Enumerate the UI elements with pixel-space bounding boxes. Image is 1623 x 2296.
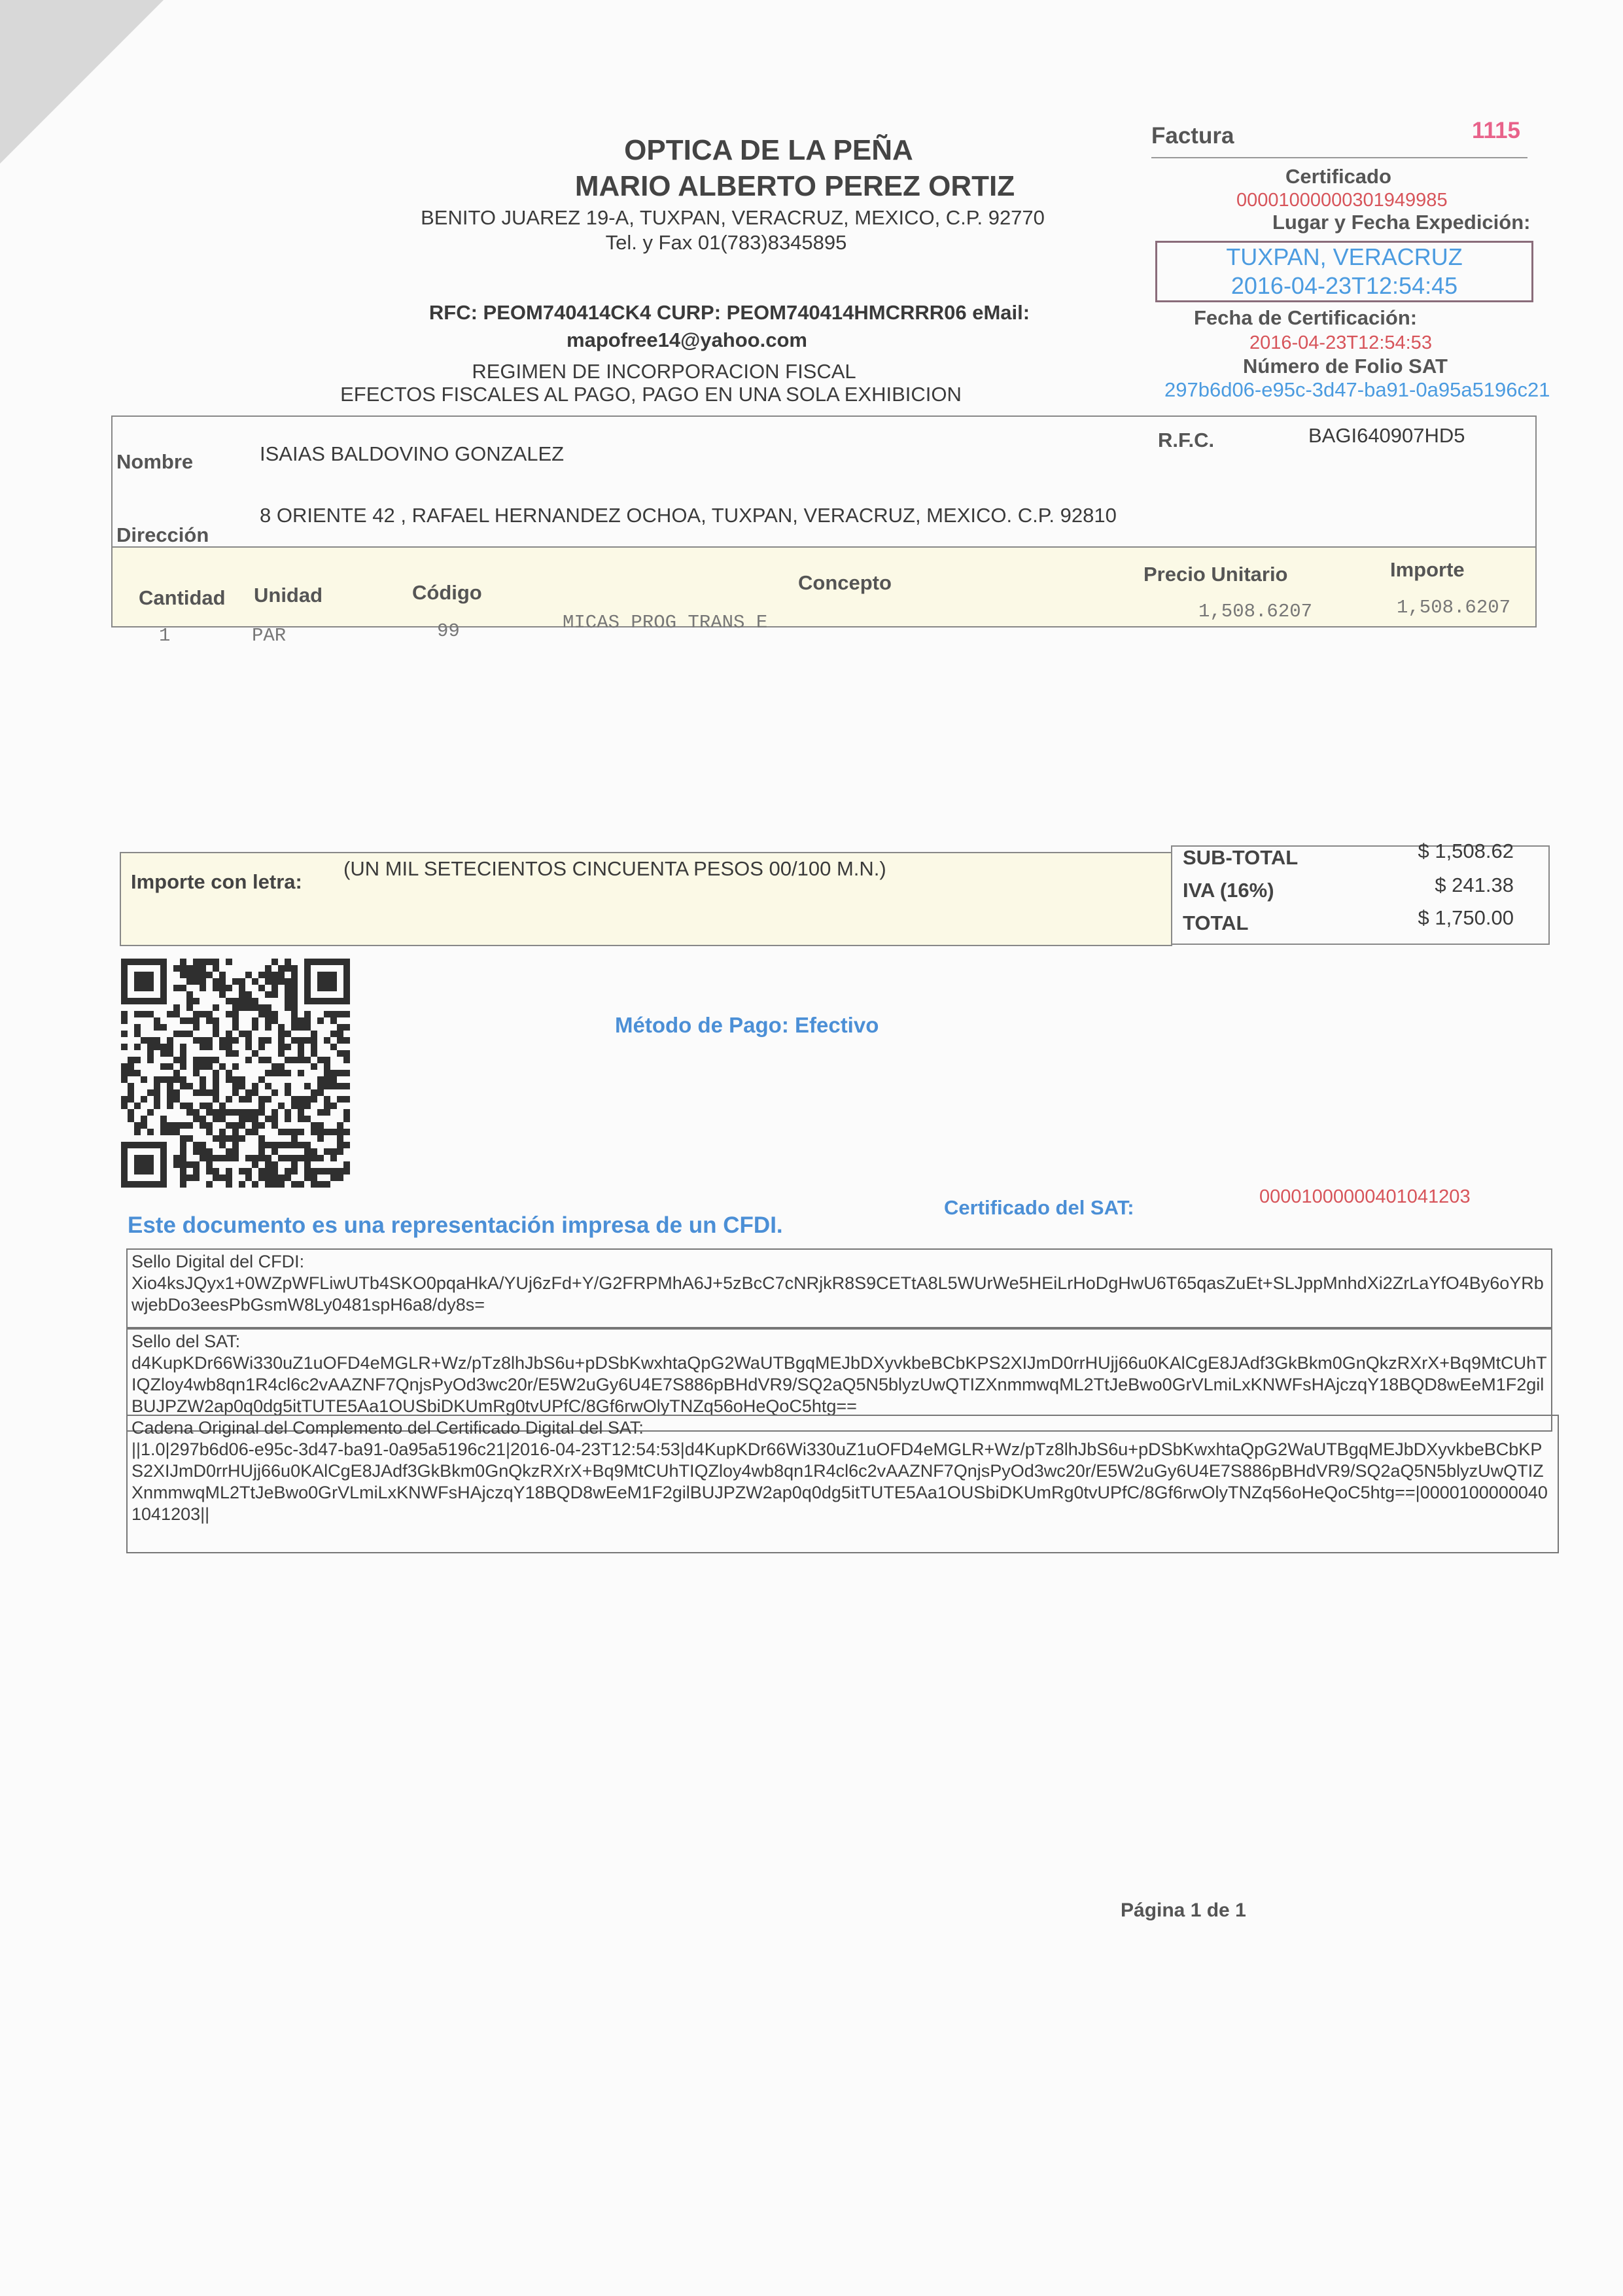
- sello-sat-value: d4KupKDr66Wi330uZ1uOFD4eMGLR+Wz/pTz8lhJbS6u+pDSbKwxhtaQpG2WaUTBgqMEJbDXyvkbeBCbKPS2XIJmD0rrHUjj66u0KAlCgE8JAdf3GkBkm0GnQkzRXrX+Bq9MtCUhTIQZloy4wb8qn1R4cl6c2vAAZNF7QnjsPyOd3wc20r/E5W2uGy6U4E7S886pBHdVR9/SQ2aQ5N5blyzUwQTIZXnmmwqML2TtJeBwo0GrVLmiLxKNWFsHAjczqY18BQD8wEeM1F2gilBUJPZW2ap0q0dg5itTUTE5Aa1OUSbiDKUmRg0tvUPfC/8Gf6rwOlyTNZq56oHeQoC5htg==: [131, 1353, 1547, 1416]
- total-value: $ 1,750.00: [1418, 906, 1514, 929]
- factura-number: 1115: [1472, 118, 1520, 143]
- metodo-pago: Método de Pago: Efectivo: [615, 1013, 879, 1037]
- fiscal-effects: EFECTOS FISCALES AL PAGO, PAGO EN UNA SOLA EXHIBICION: [340, 383, 962, 406]
- sello-cfdi-value: Xio4ksJQyx1+0WZpWFLiwUTb4SKO0pqaHkA/YUj6zFd+Y/G2FRPMhA6J+5zBcC7cNRjkR8S9CETtA8L5WUrWe5HEiLrHoDgHwU6T65qasZuEt+SLJppMnhdXi2ZrLaYfO4By6oYRbwjebDo3eesPbGsmW8Ly0481spH6a8/dy8s=: [131, 1273, 1544, 1315]
- lugar-date: 2016-04-23T12:54:45: [1230, 272, 1458, 299]
- row-unidad: PAR: [252, 625, 287, 646]
- col-codigo: Código: [412, 581, 482, 604]
- row-precio-unitario: 1,508.6207: [1198, 601, 1313, 622]
- certificado-value: 00001000000301949985: [1236, 190, 1448, 211]
- business-email: mapofree14@yahoo.com: [567, 328, 807, 351]
- col-concepto: Concepto: [798, 571, 892, 594]
- direccion-value: 8 ORIENTE 42 , RAFAEL HERNANDEZ OCHOA, TUXPAN, VERACRUZ, MEXICO. C.P. 92810: [260, 504, 1117, 527]
- owner-name: MARIO ALBERTO PEREZ ORTIZ: [574, 170, 1015, 202]
- cfdi-representation-note: Este documento es una representación impresa de un CFDI.: [128, 1212, 783, 1238]
- col-precio-unitario: Precio Unitario: [1143, 563, 1288, 586]
- nombre-label: Nombre: [116, 450, 194, 473]
- lugar-place: TUXPAN, VERACRUZ: [1226, 243, 1463, 270]
- cadena-original-label: Cadena Original del Complemento del Certificado Digital del SAT:: [131, 1418, 644, 1438]
- folio-sat-label: Número de Folio SAT: [1243, 355, 1448, 378]
- certificado-sat-label: Certificado del SAT:: [944, 1196, 1134, 1219]
- business-phone: Tel. y Fax 01(783)8345895: [605, 231, 847, 254]
- col-unidad: Unidad: [254, 584, 323, 607]
- sello-sat-label: Sello del SAT:: [131, 1332, 241, 1351]
- row-concepto: MICAS PROG TRANS E: [563, 612, 768, 633]
- certificado-sat-value: 00001000000401041203: [1259, 1186, 1471, 1207]
- row-importe: 1,508.6207: [1397, 597, 1511, 618]
- col-importe: Importe: [1390, 558, 1465, 581]
- sello-cfdi-box: [126, 1248, 1552, 1328]
- importe-letra-value: (UN MIL SETECIENTOS CINCUENTA PESOS 00/100 M.N.): [343, 857, 886, 880]
- subtotal-value: $ 1,508.62: [1418, 839, 1514, 862]
- iva-value: $ 241.38: [1435, 874, 1514, 896]
- business-address: BENITO JUAREZ 19-A, TUXPAN, VERACRUZ, MEXICO, C.P. 92770: [421, 206, 1045, 229]
- col-cantidad: Cantidad: [139, 586, 226, 609]
- factura-label: Factura: [1151, 123, 1234, 149]
- cadena-original-value: ||1.0|297b6d06-e95c-3d47-ba91-0a95a5196c21|2016-04-23T12:54:53|d4KupKDr66Wi330uZ1uOFD4eMGLR+Wz/pTz8lhJbS6u+pDSbKwxhtaQpG2WaUTBgqMEJbDXyvkbeBCbKPS2XIJmD0rrHUjj66u0KAlCgE8JAdf3GkBkm0GnQkzRXrX+Bq9MtCUhTIQZloy4wb8qn1R4cl6c2vAAZNF7QnjsPyOd3wc20r/E5W2uGy6U4E7S886pBHdVR9/SQ2aQ5N5blyzUwQTIZXnmmwqML2TtJeBwo0GrVLmiLxKNWFsHAjczqY18BQD8wEeM1F2gilBUJPZW2ap0q0dg5itTUTE5Aa1OUSbiDKUmRg0tvUPfC/8Gf6rwOlyTNZq56oHeQoC5htg==|00001000000401041203||: [131, 1439, 1548, 1524]
- nombre-value: ISAIAS BALDOVINO GONZALEZ: [260, 442, 565, 465]
- direccion-label: Dirección: [116, 523, 209, 546]
- total-label: TOTAL: [1183, 911, 1249, 934]
- row-cantidad: 1: [159, 625, 171, 646]
- subtotal-label: SUB-TOTAL: [1183, 846, 1299, 869]
- rfc-label: R.F.C.: [1158, 429, 1215, 451]
- rfc-curp-line: RFC: PEOM740414CK4 CURP: PEOM740414HMCRRR06 eMail:: [428, 301, 1030, 324]
- page-number: Página 1 de 1: [1121, 1899, 1246, 1921]
- lugar-fecha-label: Lugar y Fecha Expedición:: [1272, 211, 1531, 234]
- fiscal-regime: REGIMEN DE INCORPORACION FISCAL: [472, 360, 856, 383]
- qr-code-image: [121, 959, 350, 1188]
- row-codigo: 99: [437, 620, 460, 642]
- rfc-value: BAGI640907HD5: [1308, 424, 1465, 447]
- sello-cfdi-label: Sello Digital del CFDI:: [131, 1252, 305, 1271]
- header-divider: [1151, 157, 1527, 158]
- cadena-original-box: [126, 1415, 1559, 1553]
- iva-label: IVA (16%): [1183, 879, 1274, 902]
- business-name: OPTICA DE LA PEÑA: [624, 134, 913, 166]
- importe-letra-label: Importe con letra:: [131, 870, 302, 893]
- folio-sat-value: 297b6d06-e95c-3d47-ba91-0a95a5196c21: [1164, 378, 1550, 401]
- fecha-certificacion-value: 2016-04-23T12:54:53: [1249, 332, 1432, 353]
- fecha-certificacion-label: Fecha de Certificación:: [1194, 306, 1418, 329]
- certificado-label: Certificado: [1285, 165, 1391, 188]
- folded-corner: [0, 0, 164, 164]
- lugar-fecha-box: [1155, 241, 1533, 302]
